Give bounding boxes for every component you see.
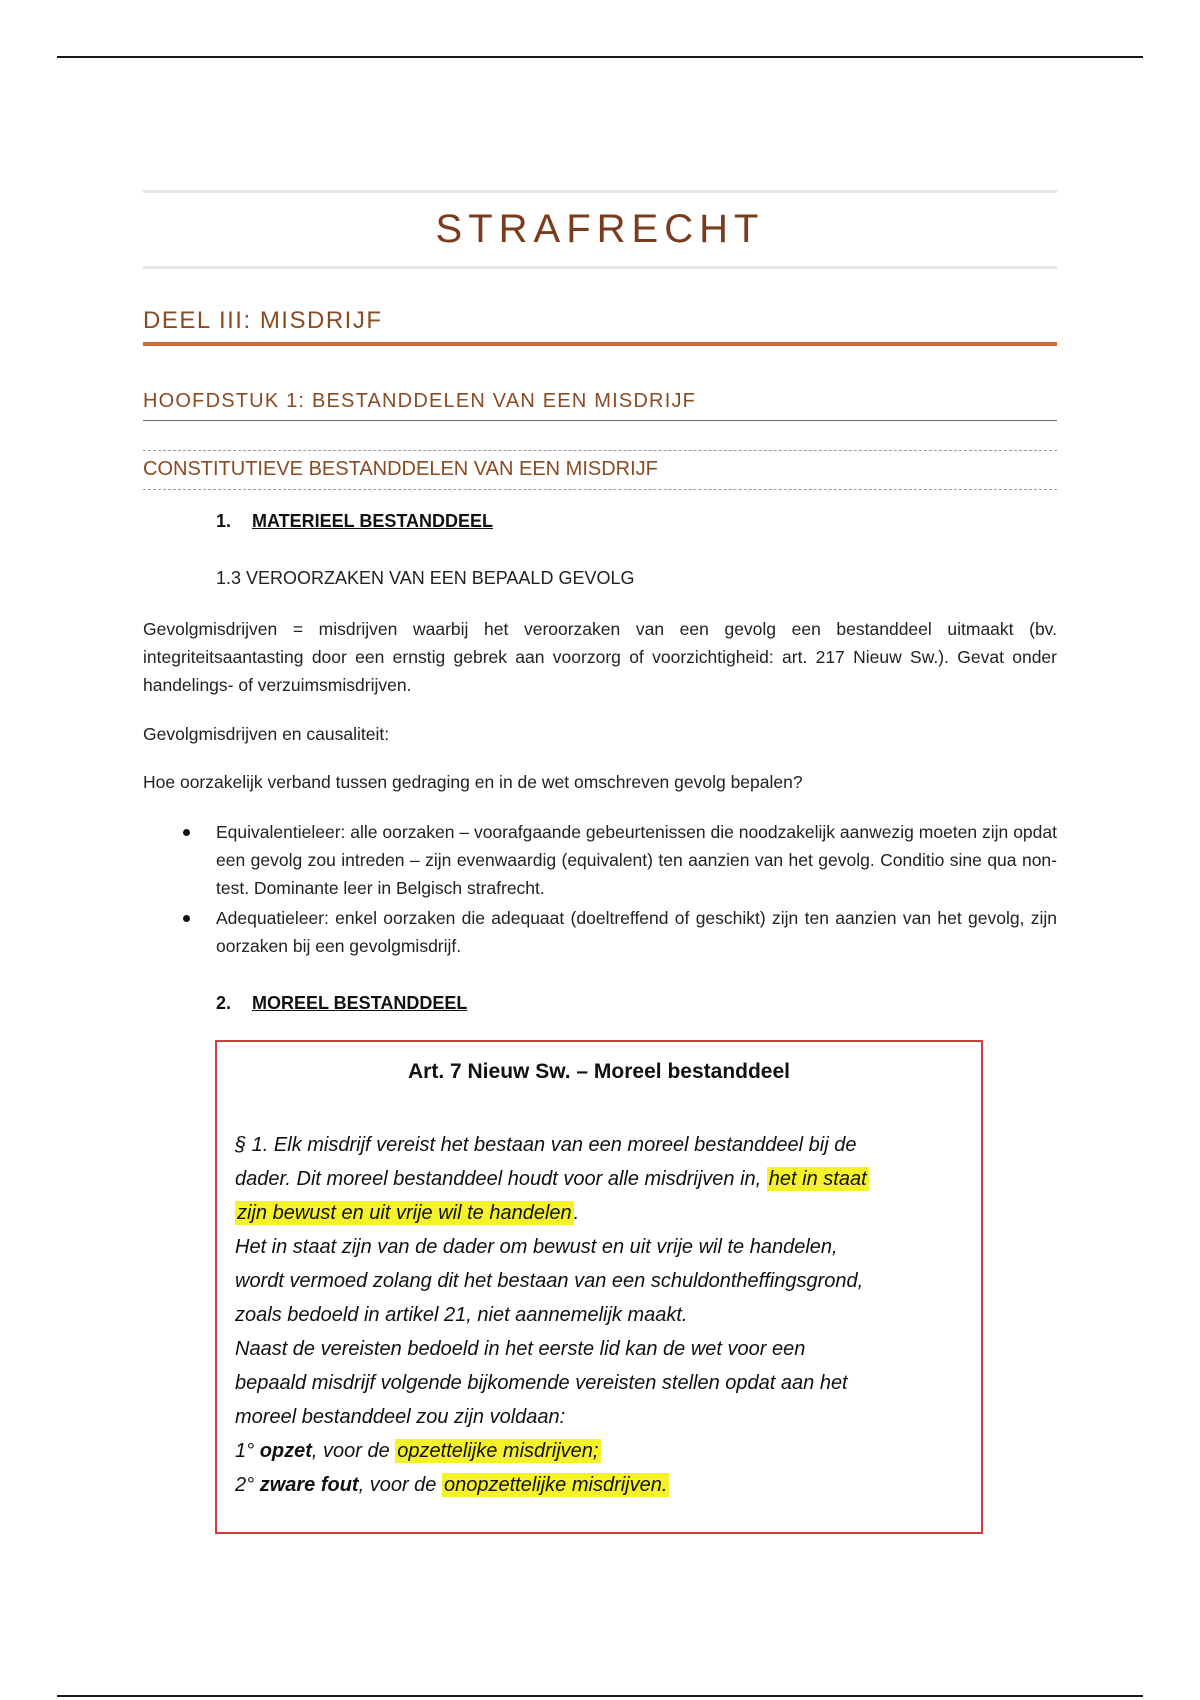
subheading-veroorzaken: 1.3 VEROORZAKEN VAN EEN BEPAALD GEVOLG xyxy=(216,568,635,588)
law-line xyxy=(235,1434,965,1468)
heading-label: MATERIEEL BESTANDDEEL xyxy=(252,511,494,531)
bullet-icon xyxy=(183,829,190,836)
law-article-title: Art. 7 Nieuw Sw. – Moreel bestanddeel xyxy=(408,1060,790,1083)
heading-label: MOREEL BESTANDDEEL xyxy=(252,993,468,1013)
law-line: moreel bestanddeel zou zijn voldaan: xyxy=(235,1406,566,1428)
law-line: Naast de vereisten bedoeld in het eerste lid kan de wet voor een xyxy=(235,1338,806,1360)
bullet-text: Adequatieleer: enkel oorzaken die adequaat (doeltreffend of geschikt) zijn ten aanzien van het gevolg, zijn oorzaken bij een gevolgmisdrijf. xyxy=(216,908,1057,956)
highlighted-text: opzettelijke misdrijven; xyxy=(397,1440,599,1462)
section-bottom-rule xyxy=(143,489,1057,490)
bullet-icon xyxy=(183,915,190,922)
page-bottom-rule xyxy=(57,1695,1143,1697)
highlighted-text: zijn bewust en uit vrije wil te handelen xyxy=(237,1202,572,1224)
law-line: § 1. Elk misdrijf vereist het bestaan van een moreel bestanddeel bij de xyxy=(235,1134,857,1156)
law-article-box xyxy=(215,1040,983,1534)
bold-term: opzet xyxy=(259,1440,312,1462)
law-line: wordt vermoed zolang dit het bestaan van een schuldontheffingsgrond, xyxy=(235,1270,864,1292)
page-top-rule xyxy=(57,56,1143,58)
law-text-segment: dader. Dit moreel bestanddeel houdt voor alle misdrijven in, xyxy=(235,1168,767,1190)
law-text-segment: , voor de xyxy=(358,1474,442,1496)
bold-term: zware fout xyxy=(259,1474,359,1496)
bullet-text: Equivalentieleer: alle oorzaken – voorafgaande gebeurtenissen die noodzakelijk aanwezig moeten zijn opdat een gevolg zou intreden – zijn evenwaardig (equivalent) ten aanzien van het gevolg. Conditio sine qua non-test. Dominante leer in Belgisch strafrecht. xyxy=(216,822,1057,898)
paragraph-question: Hoe oorzakelijk verband tussen gedraging en in de wet omschreven gevolg bepalen? xyxy=(143,772,803,792)
law-line xyxy=(235,1196,965,1230)
part-heading: DEEL III: MISDRIJF xyxy=(143,307,383,334)
bullet-adequatieleer xyxy=(143,904,1057,960)
chapter-rule xyxy=(143,420,1057,421)
law-line: Het in staat zijn van de dader om bewust en uit vrije wil te handelen, xyxy=(235,1236,838,1258)
document-title: STRAFRECHT xyxy=(435,207,765,251)
heading-number: 2. xyxy=(216,993,232,1013)
highlighted-text: het in staat xyxy=(768,1168,867,1190)
law-text-segment: 1° xyxy=(235,1440,260,1462)
law-line: zoals bedoeld in artikel 21, niet aannemelijk maakt. xyxy=(235,1304,688,1326)
law-line xyxy=(235,1468,965,1502)
heading-moreel-bestanddeel xyxy=(216,993,467,1014)
section-top-rule xyxy=(143,450,1057,451)
bullet-equivalentieleer xyxy=(143,818,1057,902)
paragraph-causaliteit: Gevolgmisdrijven en causaliteit: xyxy=(143,724,390,744)
section-heading: CONSTITUTIEVE BESTANDDELEN VAN EEN MISDRIJF xyxy=(143,458,658,480)
chapter-heading: HOOFDSTUK 1: BESTANDDELEN VAN EEN MISDRIJF xyxy=(143,390,697,412)
part-rule xyxy=(143,342,1057,346)
law-line: bepaald misdrijf volgende bijkomende vereisten stellen opdat aan het xyxy=(235,1372,848,1394)
law-text-segment: 2° xyxy=(235,1474,260,1496)
law-text-segment: . xyxy=(573,1202,580,1224)
heading-number: 1. xyxy=(216,511,232,531)
heading-materieel-bestanddeel xyxy=(216,511,493,532)
theory-bullet-list xyxy=(143,818,1057,962)
title-block xyxy=(143,190,1057,269)
law-article-text xyxy=(235,1128,965,1502)
paragraph-gevolgmisdrijven: Gevolgmisdrijven = misdrijven waarbij het veroorzaken van een gevolg een bestanddeel uitmaakt (bv. integriteitsaantasting door een ernstig gebrek aan voorzorg of voorzichtigheid: art. 217 Nieuw Sw.). Gevat onder handelings- of verzuimsmisdrijven. xyxy=(143,619,1057,695)
highlighted-text: onopzettelijke misdrijven. xyxy=(443,1474,668,1496)
title-bottom-line xyxy=(143,266,1057,269)
law-text-segment: , voor de xyxy=(311,1440,396,1462)
law-line xyxy=(235,1162,965,1196)
